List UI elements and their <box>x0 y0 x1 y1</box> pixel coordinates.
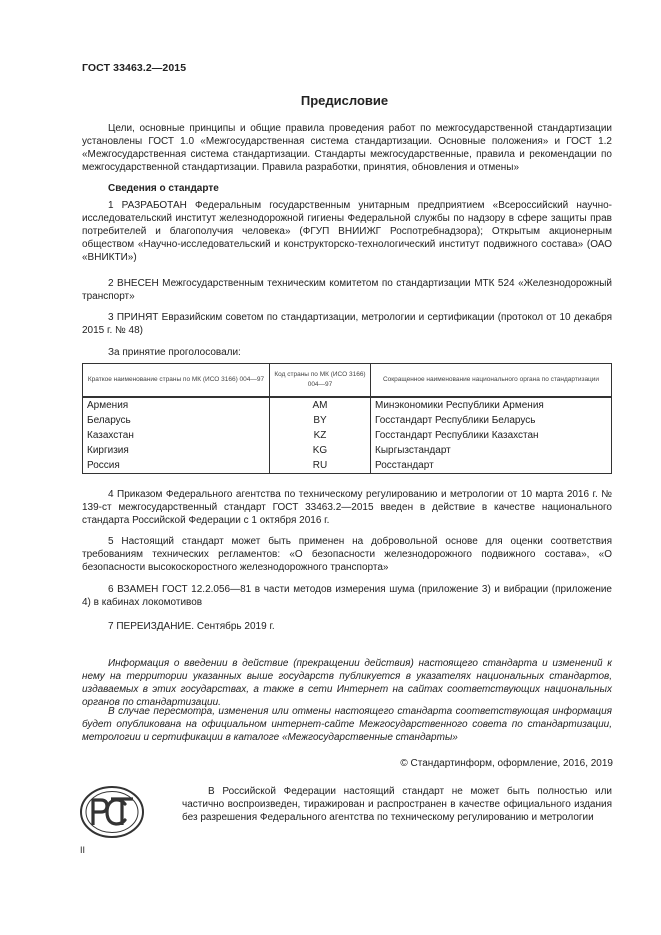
item-6-paragraph: 6 ВЗАМЕН ГОСТ 12.2.056—81 в части методов измерения шума (приложение 3) и вибрации (приложение 4) в кабинах локомотивов <box>82 584 612 608</box>
cell-country: Казахстан <box>83 428 270 443</box>
item-4-paragraph: 4 Приказом Федерального агентства по техническому регулированию и метрологии от 10 марта 2016 г. № 139-ст межгосударственный стандарт ГОСТ 33463.2—2015 введен в действие в качестве национального стандарта Российской Федерации с 1 октября 2016 г. <box>82 489 612 526</box>
cell-org: Госстандарт Республики Казахстан <box>371 428 612 443</box>
cell-country: Россия <box>83 458 270 474</box>
voting-table <box>82 363 612 474</box>
page-number: II <box>80 845 86 855</box>
header-country: Краткое наименование страны по МК (ИСО 3166) 004—97 <box>83 364 270 398</box>
cell-org: Росстандарт <box>371 458 612 474</box>
rst-logo-icon <box>79 785 145 839</box>
table-row <box>83 443 612 458</box>
table-row <box>83 458 612 474</box>
cell-code: KZ <box>270 428 371 443</box>
cell-code: KG <box>270 443 371 458</box>
item-3-paragraph: 3 ПРИНЯТ Евразийским советом по стандартизации, метрологии и сертификации (протокол от 10 декабря 2015 г. № 48) <box>82 312 612 336</box>
cell-country: Киргизия <box>83 443 270 458</box>
header-org: Сокращенное наименование национального органа по стандартизации <box>371 364 612 398</box>
info-paragraph-1: Информация о введении в действие (прекращении действия) настоящего стандарта и изменений к нему на территории указанных выше государств публикуется в указателях национальных стандартов, издаваемых в этих государствах, а также в сети Интернет на сайтах соответствующих национальных органов по стандартизации. <box>82 658 612 708</box>
page-title: Предисловие <box>300 93 389 108</box>
item-5-paragraph: 5 Настоящий стандарт может быть применен на добровольной основе для оценки соответствия требованиям технических регламентов: «О безопасности железнодорожного подвижного состава», «О безопасности высокоскоростного железнодорожного транспорта» <box>82 536 612 573</box>
item-1-paragraph: 1 РАЗРАБОТАН Федеральным государственным унитарным предприятием «Всероссийский научно-исследовательский институт железнодорожной гигиены Федеральной службы по надзору в сфере защиты прав потребителей и благополучия человека» (ФГУП ВНИИЖГ Роспотребнадзора); Открытым акционерным обществом «Научно-исследовательский и конструкторско-технологический институт подвижного состава» (ОАО «ВНИКТИ») <box>82 200 612 263</box>
cell-country: Армения <box>83 397 270 413</box>
standard-code: ГОСТ 33463.2—2015 <box>82 62 187 74</box>
cell-org: Госстандарт Республики Беларусь <box>371 413 612 428</box>
info-paragraph-2: В случае пересмотра, изменения или отмены настоящего стандарта соответствующая информация будет опубликована на официальном интернет-сайте Межгосударственного совета по стандартизации, метрологии и сертификации в каталоге «Межгосударственные стандарты» <box>82 706 612 743</box>
table-row <box>83 413 612 428</box>
table-row <box>83 428 612 443</box>
cell-country: Беларусь <box>83 413 270 428</box>
cell-org: Кыргызстандарт <box>371 443 612 458</box>
item-7-paragraph: 7 ПЕРЕИЗДАНИЕ. Сентябрь 2019 г. <box>108 621 275 632</box>
item-2-paragraph: 2 ВНЕСЕН Межгосударственным техническим комитетом по стандартизации МТК 524 «Железнодорожный транспорт» <box>82 278 612 302</box>
cell-code: RU <box>270 458 371 474</box>
rf-notice: В Российской Федерации настоящий стандарт не может быть полностью или частично воспроизведен, тиражирован и распространен в качестве официального издания без разрешения Федерального агентства по техническому регулированию и метрологии <box>182 786 612 823</box>
cell-code: AM <box>270 397 371 413</box>
copyright: © Стандартинформ, оформление, 2016, 2019 <box>400 758 613 769</box>
cell-code: BY <box>270 413 371 428</box>
intro-paragraph: Цели, основные принципы и общие правила проведения работ по межгосударственной стандартизации установлены ГОСТ 1.0 «Межгосударственная система стандартизации. Основные положения» и ГОСТ 1.2 «Межгосударственная система стандартизации. Стандарты межгосударственные, правила и рекомендации по межгосударственной стандартизации. Правила разработки, принятия, обновления и отмены» <box>82 123 612 173</box>
table-row <box>83 397 612 413</box>
voted-label: За принятие проголосовали: <box>108 347 241 358</box>
table-header-row <box>83 364 612 398</box>
section-heading: Сведения о стандарте <box>108 183 219 194</box>
cell-org: Минэкономики Республики Армения <box>371 397 612 413</box>
header-code: Код страны по МК (ИСО 3166) 004—97 <box>270 364 371 398</box>
